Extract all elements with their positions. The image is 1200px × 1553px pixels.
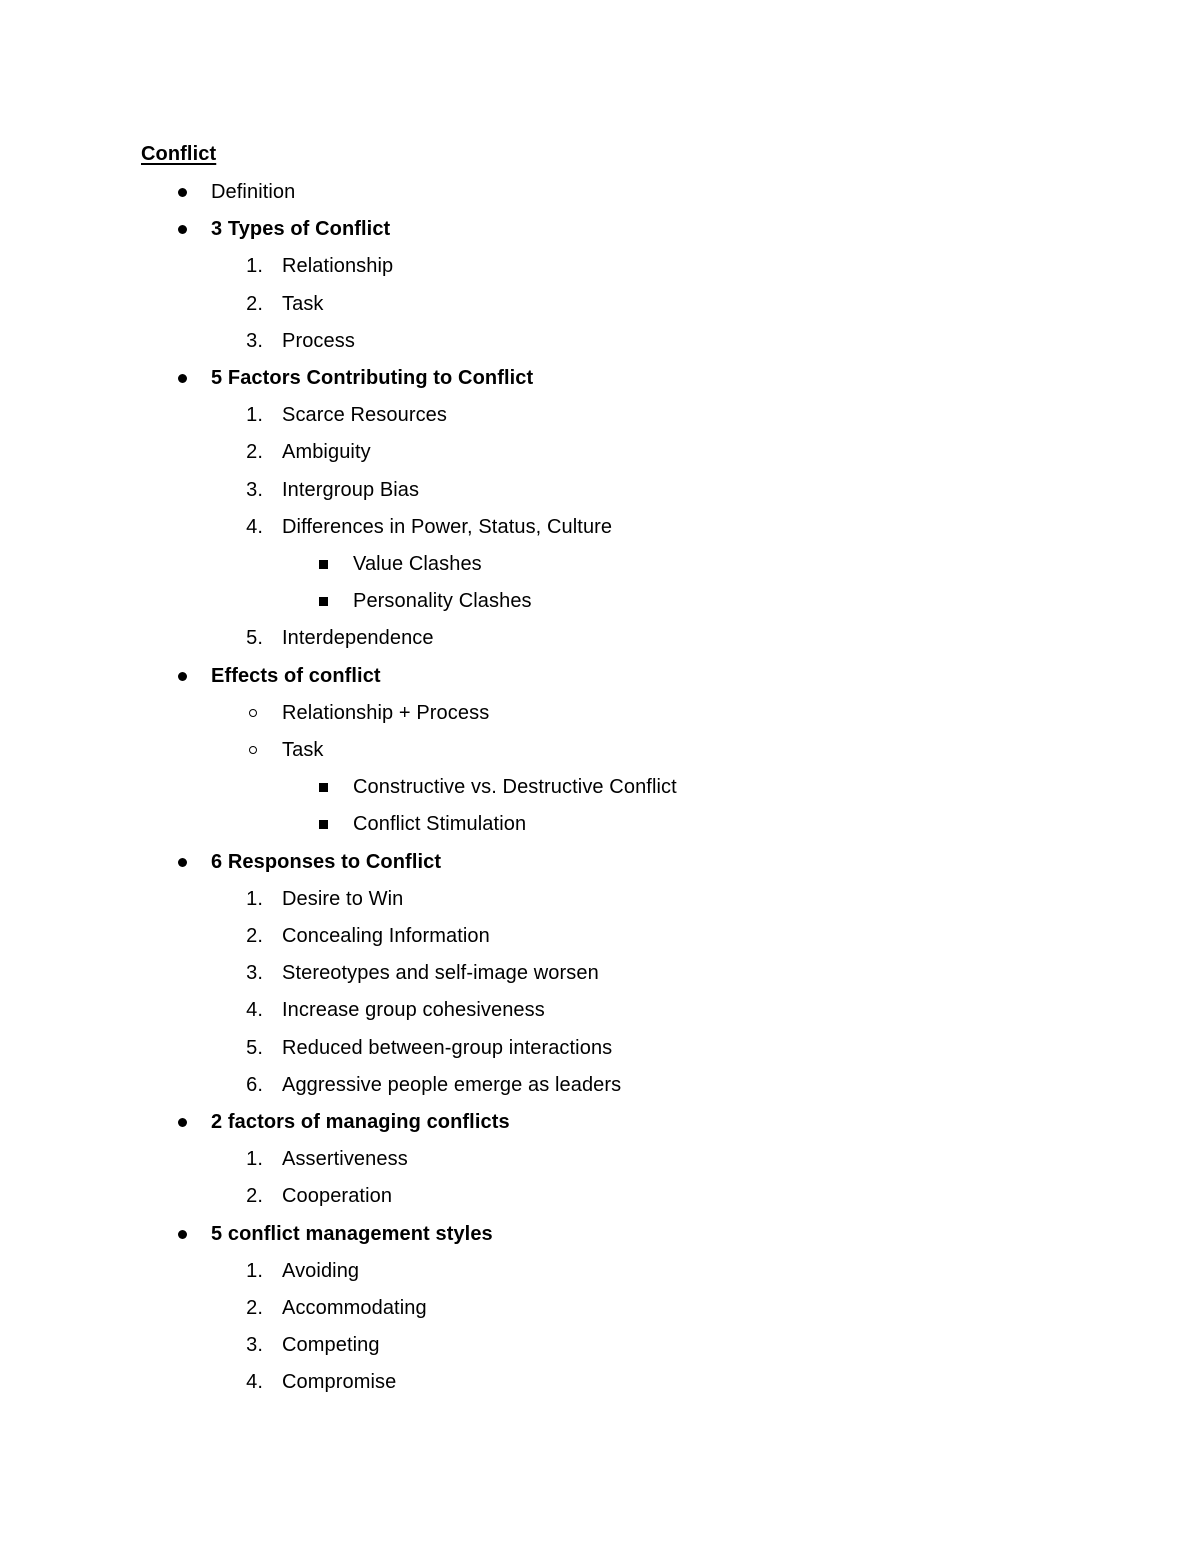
outline-item-text: Intergroup Bias	[282, 479, 420, 501]
square-bullet-icon	[319, 597, 328, 606]
outline-item-text: 5 conflict management styles	[211, 1223, 493, 1245]
disc-bullet-icon	[178, 1230, 187, 1239]
circle-bullet-icon	[249, 746, 257, 754]
list-number: 4.	[246, 999, 263, 1021]
list-number: 3.	[246, 479, 263, 501]
outline-item-text: Process	[282, 330, 355, 352]
list-number: 2.	[246, 925, 263, 947]
outline-item-text: Relationship	[282, 255, 394, 277]
list-number: 2.	[246, 293, 263, 315]
outline-item-text: Concealing Information	[282, 925, 490, 947]
disc-bullet-icon	[178, 188, 187, 197]
document-title: Conflict	[141, 143, 217, 165]
outline-item-text: Effects of conflict	[211, 665, 381, 687]
outline-item-text: Competing	[282, 1334, 380, 1356]
outline-item-text: Ambiguity	[282, 441, 371, 463]
outline-item-text: Assertiveness	[282, 1148, 408, 1170]
list-number: 1.	[246, 404, 263, 426]
outline-item-text: 2 factors of managing conflicts	[211, 1111, 510, 1133]
square-bullet-icon	[319, 560, 328, 569]
list-number: 2.	[246, 1297, 263, 1319]
disc-bullet-icon	[178, 225, 187, 234]
list-number: 2.	[246, 1185, 263, 1207]
list-number: 2.	[246, 441, 263, 463]
outline-item-text: Differences in Power, Status, Culture	[282, 516, 613, 538]
list-number: 5.	[246, 627, 263, 649]
outline-item-text: 6 Responses to Conflict	[211, 851, 442, 873]
outline-item-text: Task	[282, 293, 324, 315]
list-number: 3.	[246, 330, 263, 352]
list-number: 5.	[246, 1037, 263, 1059]
list-number: 1.	[246, 888, 263, 910]
list-number: 3.	[246, 1334, 263, 1356]
outline-item-text: Personality Clashes	[353, 590, 532, 612]
outline-item-text: Task	[282, 739, 324, 761]
outline-item-text: Accommodating	[282, 1297, 427, 1319]
outline-item-text: Aggressive people emerge as leaders	[282, 1074, 622, 1096]
square-bullet-icon	[319, 820, 328, 829]
square-bullet-icon	[319, 783, 328, 792]
outline-item-text: Compromise	[282, 1371, 397, 1393]
list-number: 3.	[246, 962, 263, 984]
list-number: 4.	[246, 516, 263, 538]
outline-item-text: Cooperation	[282, 1185, 393, 1207]
outline-item-text: Stereotypes and self-image worsen	[282, 962, 599, 984]
outline-item-text: Relationship + Process	[282, 702, 490, 724]
disc-bullet-icon	[178, 374, 187, 383]
outline-item-text: Scarce Resources	[282, 404, 447, 426]
list-number: 6.	[246, 1074, 263, 1096]
circle-bullet-icon	[249, 709, 257, 717]
list-number: 4.	[246, 1371, 263, 1393]
outline-item-text: 3 Types of Conflict	[211, 218, 391, 240]
outline-item-text: Constructive vs. Destructive Conflict	[353, 776, 677, 798]
outline-item-text: 5 Factors Contributing to Conflict	[211, 367, 534, 389]
outline-item-text: Interdependence	[282, 627, 434, 649]
disc-bullet-icon	[178, 1118, 187, 1127]
disc-bullet-icon	[178, 672, 187, 681]
disc-bullet-icon	[178, 858, 187, 867]
outline-item-text: Value Clashes	[353, 553, 482, 575]
outline-item-text: Definition	[211, 181, 296, 203]
outline-item-text: Desire to Win	[282, 888, 404, 910]
list-number: 1.	[246, 255, 263, 277]
outline-item-text: Avoiding	[282, 1260, 360, 1282]
list-number: 1.	[246, 1148, 263, 1170]
outline-item-text: Reduced between-group interactions	[282, 1037, 613, 1059]
outline-item-text: Increase group cohesiveness	[282, 999, 545, 1021]
list-number: 1.	[246, 1260, 263, 1282]
outline-item-text: Conflict Stimulation	[353, 813, 527, 835]
